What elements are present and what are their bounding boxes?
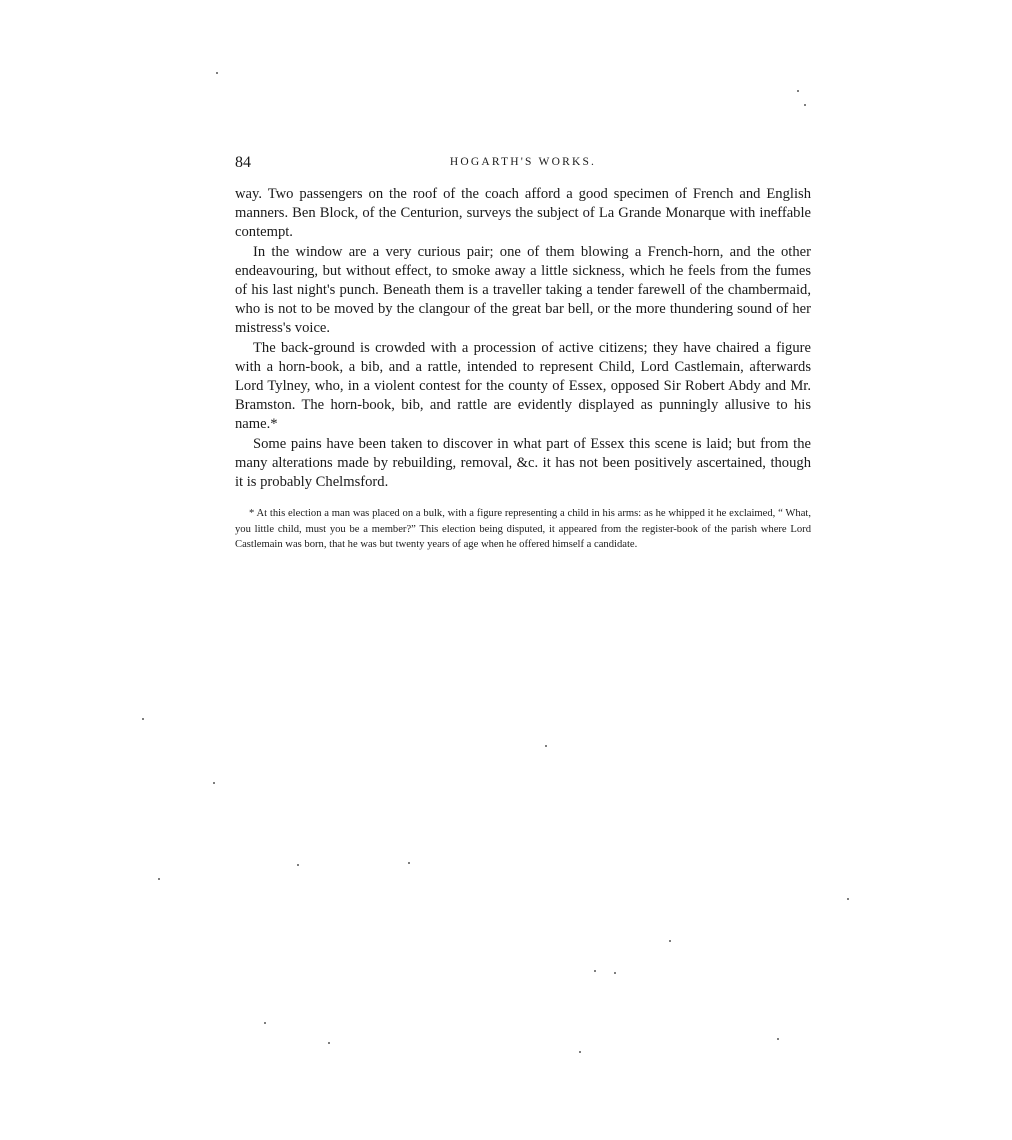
scan-speck — [213, 782, 215, 784]
scan-speck — [594, 970, 596, 972]
scan-speck — [408, 862, 410, 864]
scan-speck — [158, 878, 160, 880]
paragraph-background-procession: The back-ground is crowded with a procession of active citizens; they have chaired a figure with a horn-book, a bib, and a rattle, intended to represent Child, Lord Castlemain, afterwards Lord Tylney, who, in a violent contest for the county of Essex, opposed Sir Robert Abdy and Mr. Bramston. The horn-book, bib, and rattle are evidently displayed as punningly allusive to his name.* — [235, 339, 811, 433]
scan-speck — [847, 898, 849, 900]
running-title: HOGARTH'S WORKS. — [449, 156, 597, 168]
scan-speck — [777, 1038, 779, 1040]
scan-speck — [804, 104, 806, 106]
body-text — [235, 185, 811, 492]
page-header — [235, 154, 811, 174]
footnote: * At this election a man was placed on a bulk, with a figure representing a child in his arms: as he whipped it he exclaimed, “ What, you little child, must you be a member?” This election being disputed, it appeared from the register-book of the parish where Lord Castlemain was born, that he was but twenty years of age when he offered himself a candidate. — [235, 508, 811, 551]
paragraph-scene-location: Some pains have been taken to discover in what part of Essex this scene is laid; but from the many alterations made by rebuilding, removal, &c. it has not been positively ascertained, though it is probably Chelmsford. — [235, 435, 811, 491]
scan-speck — [328, 1042, 330, 1044]
paragraph-continuation: way. Two passengers on the roof of the coach afford a good specimen of French and English manners. Ben Block, of the Centurion, surveys the subject of La Grande Monarque with ineffable contempt. — [235, 186, 811, 241]
scan-speck — [614, 972, 616, 974]
scan-speck — [669, 940, 671, 942]
page-number: 84 — [235, 154, 251, 171]
scan-speck — [297, 864, 299, 866]
scan-speck — [142, 718, 144, 720]
scan-speck — [579, 1051, 581, 1053]
scan-speck — [797, 90, 799, 92]
paragraph-window-pair: In the window are a very curious pair; one of them blowing a French-horn, and the other endeavouring, but without effect, to smoke away a little sickness, which he feels from the fumes of his last night's punch. Beneath them is a traveller taking a tender farewell of the chambermaid, who is not to be moved by the clangour of the great bar bell, or the more thundering sound of her mistress's voice. — [235, 243, 811, 337]
scan-speck — [264, 1022, 266, 1024]
scan-speck — [216, 72, 218, 74]
scan-speck — [545, 745, 547, 747]
